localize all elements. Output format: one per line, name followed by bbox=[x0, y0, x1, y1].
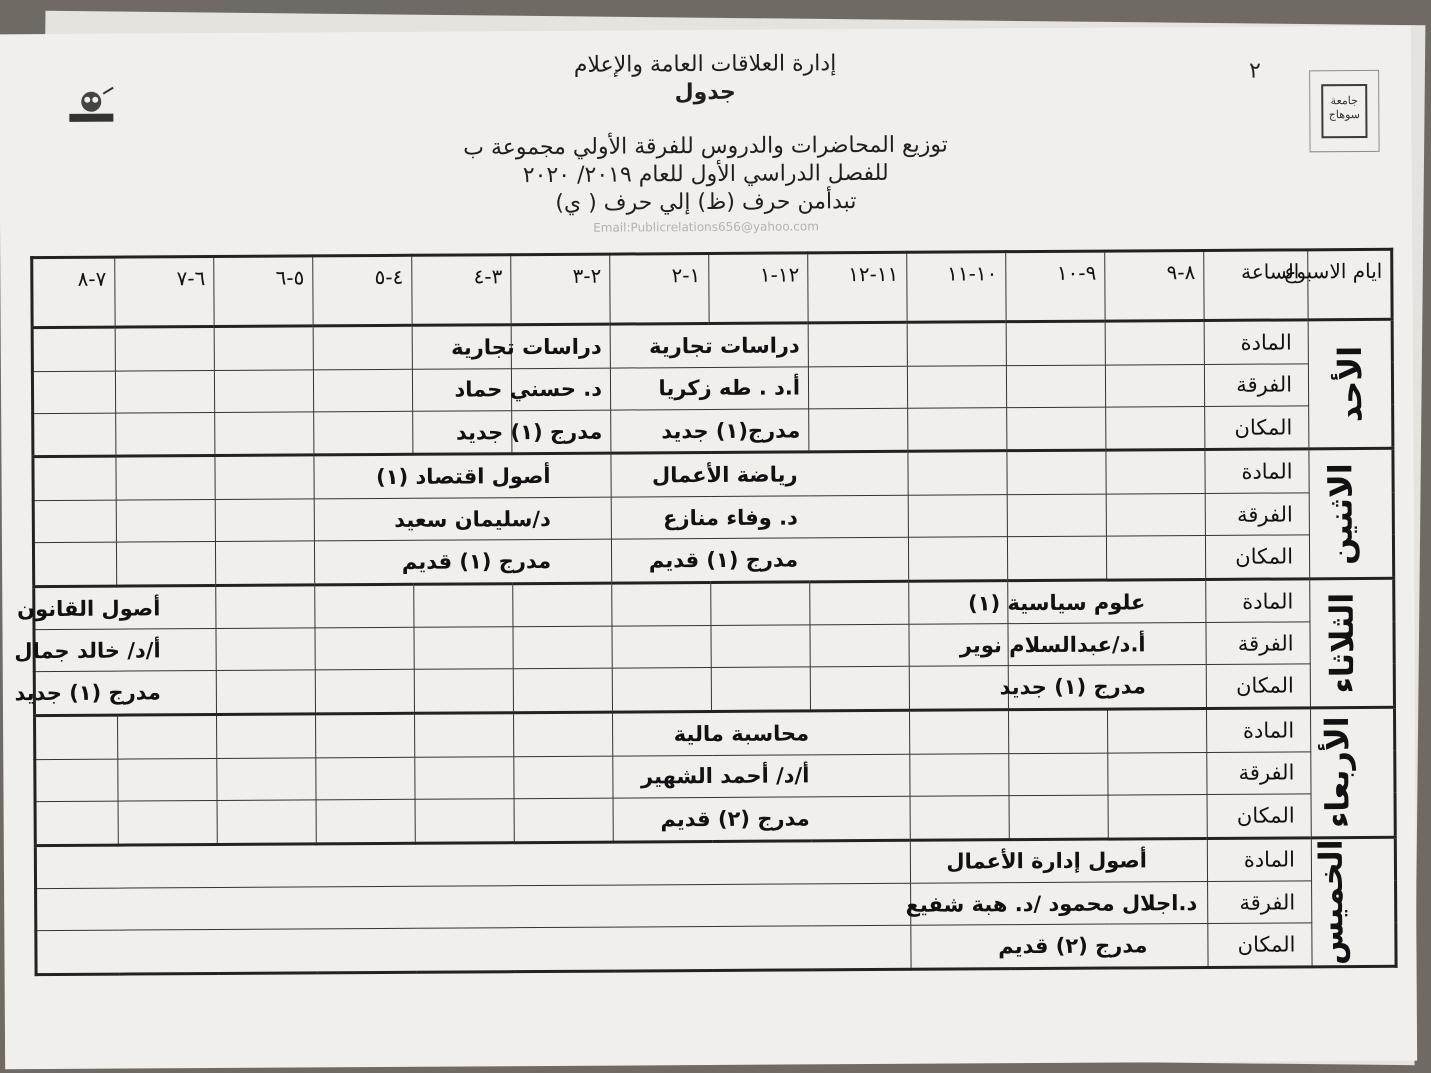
row-label-subject: المادة bbox=[1205, 449, 1309, 493]
row-label-place: المكان bbox=[1205, 406, 1309, 450]
semester-line: للفصل الدراسي الأول للعام ٢٠١٩/ ٢٠٢٠ bbox=[522, 160, 889, 189]
cell-sunday-group-2: د. حسني حماد bbox=[511, 368, 610, 411]
cell-sunday-subject-1: دراسات تجارية bbox=[610, 323, 808, 368]
row-label-subject: المادة bbox=[1206, 708, 1310, 752]
cell-tuesday-place-2: مدرج (١) جديد bbox=[34, 671, 216, 716]
row-label-subject: المادة bbox=[1204, 320, 1308, 364]
slot-header: ٩-١٠ bbox=[1006, 251, 1105, 322]
slot-header: ١٠-١١ bbox=[907, 252, 1006, 323]
table-header-row bbox=[32, 249, 1392, 327]
slot-header: ٤-٥ bbox=[313, 255, 412, 326]
cell-monday-group-1: د. وفاء منازع bbox=[611, 495, 908, 539]
row-label-group: الفرقة bbox=[1204, 364, 1308, 407]
cell-tuesday-place-1: مدرج (١) جديد bbox=[1008, 665, 1206, 710]
owl-logo-icon bbox=[63, 86, 119, 126]
cell-sunday-place-1: مدرج(١) جديد bbox=[611, 409, 809, 454]
slot-header: ١-٢ bbox=[610, 253, 709, 324]
slot-header: ٥-٦ bbox=[214, 256, 313, 327]
university-stamp bbox=[1309, 70, 1379, 152]
cell-thursday-group-1: د.اجلال محمود /د. هبة شفيع bbox=[911, 882, 1208, 926]
cell-tuesday-subject-2: أصول القانون bbox=[34, 585, 216, 630]
org-name: إدارة العلاقات العامة والإعلام bbox=[573, 51, 837, 78]
day-cell-sunday: الأحد bbox=[1308, 319, 1393, 449]
table-row bbox=[36, 922, 1396, 974]
row-label-place: المكان bbox=[1207, 794, 1311, 838]
slot-header: ١١-١٢ bbox=[808, 252, 907, 323]
days-header: ايام الاسبوع bbox=[1308, 249, 1392, 320]
schedule-table bbox=[14, 248, 1397, 976]
row-label-group: الفرقة bbox=[1205, 493, 1309, 536]
hour-header: الساعة bbox=[1204, 250, 1308, 321]
cell-monday-place-2: مدرج (١) قديم bbox=[314, 539, 611, 585]
handwritten-mark: ٢ bbox=[1249, 58, 1262, 84]
day-cell-tuesday: الثلاثاء bbox=[1310, 578, 1395, 708]
letter-range: تبدأمن حرف (ظ) إلي حرف ( ي) bbox=[555, 189, 857, 216]
cell-wednesday-subject-1: محاسبة مالية bbox=[613, 710, 910, 756]
cell-sunday-group-1: أ.د . طه زكريا bbox=[610, 367, 808, 410]
cell-thursday-subject-1: أصول إدارة الأعمال bbox=[910, 838, 1207, 884]
day-cell-monday: الاثنين bbox=[1309, 449, 1394, 579]
cell-tuesday-group-1: أ.د/عبدالسلام نوير bbox=[1008, 623, 1206, 666]
cell-monday-group-2: د/سليمان سعيد bbox=[314, 497, 611, 541]
stamp-text: جامعة سوهاج bbox=[1321, 84, 1367, 138]
schedule-title: توزيع المحاضرات والدروس للفرقة الأولي مجموعة ب bbox=[463, 132, 948, 161]
slot-header: ٢-٣ bbox=[511, 254, 610, 325]
cell-wednesday-group-1: أ/د/ أحمد الشهير bbox=[613, 754, 910, 798]
day-cell-thursday: الخميس bbox=[1311, 837, 1396, 967]
cell-thursday-place-1: مدرج (٢) قديم bbox=[911, 924, 1208, 970]
day-cell-wednesday: الأربعاء bbox=[1310, 707, 1395, 837]
cell-monday-subject-2: أصول اقتصاد (١) bbox=[314, 453, 611, 499]
row-label-place: المكان bbox=[1206, 664, 1310, 708]
cell-wednesday-place-1: مدرج (٢) قديم bbox=[613, 796, 910, 842]
cell-sunday-subject-2: دراسات تجارية bbox=[511, 324, 610, 368]
row-label-subject: المادة bbox=[1207, 837, 1311, 881]
schedule-sheet bbox=[0, 26, 1417, 1070]
doc-type: جدول bbox=[674, 79, 736, 106]
row-label-group: الفرقة bbox=[1208, 881, 1312, 924]
slot-header: ٦-٧ bbox=[115, 257, 214, 328]
slot-header: ٨-٩ bbox=[1105, 250, 1204, 321]
cell-tuesday-subject-1: علوم سياسية (١) bbox=[1008, 579, 1206, 624]
email-watermark: Email:Publicrelations656@yahoo.com bbox=[593, 219, 819, 235]
row-label-place: المكان bbox=[1208, 923, 1312, 967]
cell-sunday-place-2: مدرج (١) جديد bbox=[512, 410, 611, 454]
row-label-place: المكان bbox=[1205, 535, 1309, 579]
cell-monday-subject-1: رياضة الأعمال bbox=[611, 452, 908, 498]
slot-header: ٣-٤ bbox=[412, 255, 511, 326]
slot-header: ٧-٨ bbox=[32, 257, 115, 328]
row-label-subject: المادة bbox=[1206, 579, 1310, 623]
row-label-group: الفرقة bbox=[1207, 752, 1311, 795]
cell-monday-place-1: مدرج (١) قديم bbox=[611, 537, 908, 583]
cell-tuesday-group-2: أ/د/ خالد جمال bbox=[34, 629, 216, 672]
slot-header: ١٢-١ bbox=[709, 253, 808, 324]
row-label-group: الفرقة bbox=[1206, 622, 1310, 665]
